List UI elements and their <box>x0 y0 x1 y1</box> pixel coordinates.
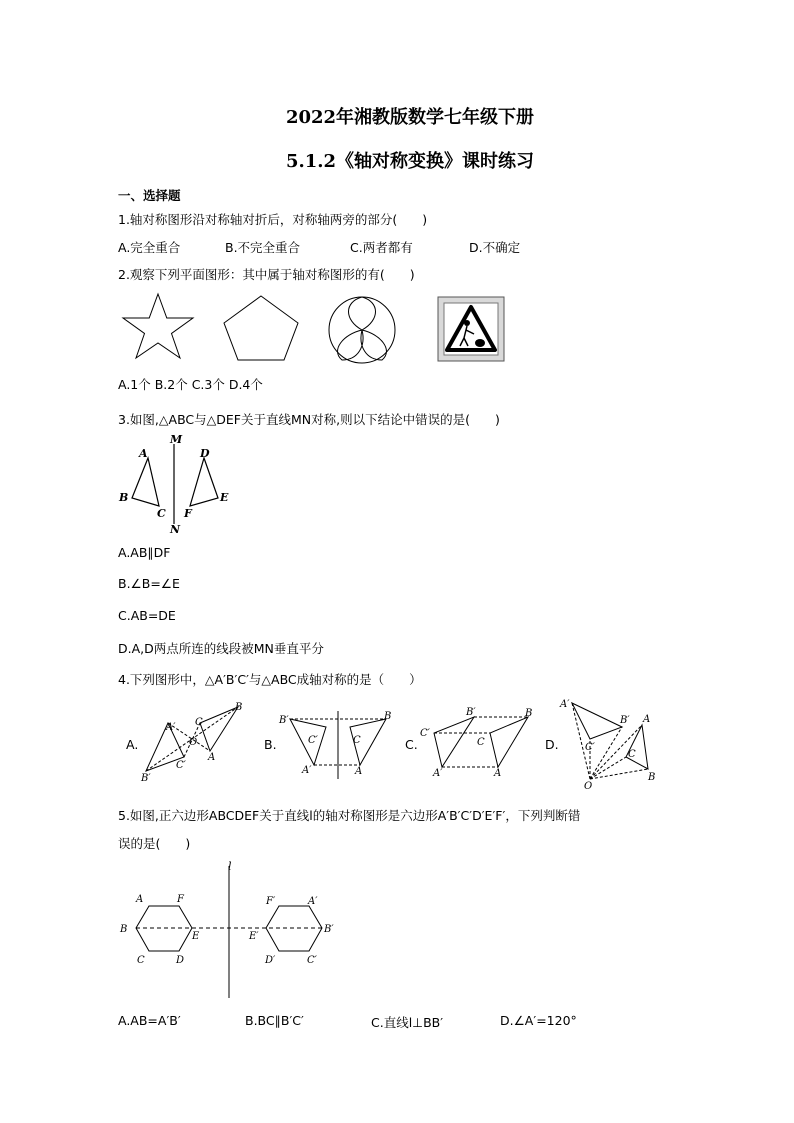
pentagon-figure <box>224 296 298 360</box>
q4-figure-c <box>420 707 532 779</box>
q4-option-a-letter: A. <box>126 737 139 752</box>
q1-option-b: B.不完全重合 <box>225 240 301 255</box>
q3-label-E: E <box>220 491 229 504</box>
q4b-label-B: B <box>384 711 392 722</box>
q4d-label-B1: B′ <box>620 715 630 726</box>
q4c-label-C1: C′ <box>420 728 430 739</box>
q1-option-d: D.不确定 <box>469 240 521 255</box>
q3-option-d: D.A,D两点所连的线段被MN垂直平分 <box>118 641 324 656</box>
q4d-label-A1: A′ <box>560 699 570 710</box>
question-2-text: 2.观察下列平面图形：其中属于轴对称图形的有( ) <box>118 267 415 282</box>
q4b-label-A1: A′ <box>302 765 312 776</box>
q5-label-E: E <box>192 931 200 942</box>
q4-figures <box>138 695 668 790</box>
q5-label-F: F <box>177 894 184 905</box>
q4-option-c-letter: C. <box>405 737 418 752</box>
q4c-label-C: C <box>477 737 485 748</box>
q4a-label-B1: B′ <box>141 773 151 784</box>
q5-label-B1: B′ <box>324 924 334 935</box>
q3-option-b: B.∠B=∠E <box>118 576 180 591</box>
q2-figures <box>118 290 518 370</box>
q4a-label-A1: A′ <box>166 722 176 733</box>
q4c-label-B1: B′ <box>466 707 476 718</box>
q4-option-d-letter: D. <box>545 737 559 752</box>
q4d-label-B: B <box>648 772 656 783</box>
q3-label-C: C <box>157 507 166 520</box>
q4d-label-O: O <box>584 781 593 790</box>
q3-label-F: F <box>184 507 192 520</box>
q4a-label-C1: C′ <box>176 760 186 771</box>
q4b-label-C1: C′ <box>308 735 318 746</box>
q3-label-B: B <box>119 491 129 504</box>
q2-options: A.1个 B.2个 C.3个 D.4个 <box>118 377 263 392</box>
question-1-text: 1.轴对称图形沿对称轴对折后，对称轴两旁的部分( ) <box>118 212 428 227</box>
question-5-text-line2: 误的是( ) <box>118 836 191 851</box>
q4a-label-O: O <box>189 737 198 748</box>
q5-label-l: l <box>228 860 232 873</box>
q4d-label-C: C <box>628 749 636 760</box>
q5-label-C1: C′ <box>307 955 317 966</box>
q4c-label-B: B <box>525 708 533 719</box>
q5-option-a: A.AB=A′B′ <box>118 1013 181 1028</box>
q5-label-D: D <box>176 955 185 966</box>
page-subtitle: 5.1.2《轴对称变换》课时练习 <box>285 151 535 172</box>
q4b-label-A: A <box>355 766 363 777</box>
q3-option-c: C.AB=DE <box>118 608 176 623</box>
q4-figure-a <box>140 702 242 784</box>
circle-petals-figure <box>329 297 395 363</box>
q4-figure-d <box>559 699 655 790</box>
q5-label-A1: A′ <box>308 896 318 907</box>
question-3-text: 3.如图,△ABC与△DEF关于直线MN对称,则以下结论中错误的是( ) <box>118 412 500 427</box>
q4-option-b-letter: B. <box>264 737 277 752</box>
q4b-label-B1: B′ <box>279 715 289 726</box>
q4c-label-A: A <box>494 768 502 779</box>
q5-label-D1: D′ <box>265 955 276 966</box>
q5-option-b: B.BC∥B′C′ <box>245 1013 304 1028</box>
q4a-label-C: C <box>195 717 203 728</box>
question-4-text: 4.下列图形中，△A′B′C′与△ABC成轴对称的是（ ） <box>118 672 422 687</box>
q5-option-c: C.直线l⊥BB′ <box>371 1015 444 1030</box>
q4-figure-b <box>278 711 391 779</box>
q5-label-B: B <box>120 924 128 935</box>
q5-label-C: C <box>137 955 145 966</box>
page-title: 2022年湘教版数学七年级下册 <box>285 107 535 128</box>
q1-option-c: C.两者都有 <box>350 240 413 255</box>
q3-option-a: A.AB∥DF <box>118 545 171 560</box>
warning-sign-figure <box>438 297 504 361</box>
q4a-label-B: B <box>235 702 243 713</box>
q4b-label-C: C <box>353 735 361 746</box>
q3-figure <box>112 428 242 536</box>
q3-label-A: A <box>139 447 148 460</box>
q5-figure <box>116 858 346 1003</box>
q4d-label-A: A <box>643 714 651 725</box>
q5-label-A: A <box>136 894 144 905</box>
q3-label-D: D <box>200 447 210 460</box>
q3-label-M: M <box>170 433 183 446</box>
q4c-label-A1: A′ <box>433 768 443 779</box>
q5-option-d: D.∠A′=120° <box>500 1013 577 1028</box>
q3-label-N: N <box>170 523 181 536</box>
star-figure <box>123 294 193 358</box>
q5-label-E1: E′ <box>249 931 259 942</box>
q4a-label-A: A <box>208 752 216 763</box>
section-heading: 一、选择题 <box>118 188 181 203</box>
q4d-label-C1: C′ <box>585 742 595 753</box>
q5-label-F1: F′ <box>266 896 276 907</box>
question-5-text-line1: 5.如图,正六边形ABCDEF关于直线l的轴对称图形是六边形A′B′C′D′E′F′，下列判断错 <box>118 808 581 823</box>
q1-option-a: A.完全重合 <box>118 240 181 255</box>
